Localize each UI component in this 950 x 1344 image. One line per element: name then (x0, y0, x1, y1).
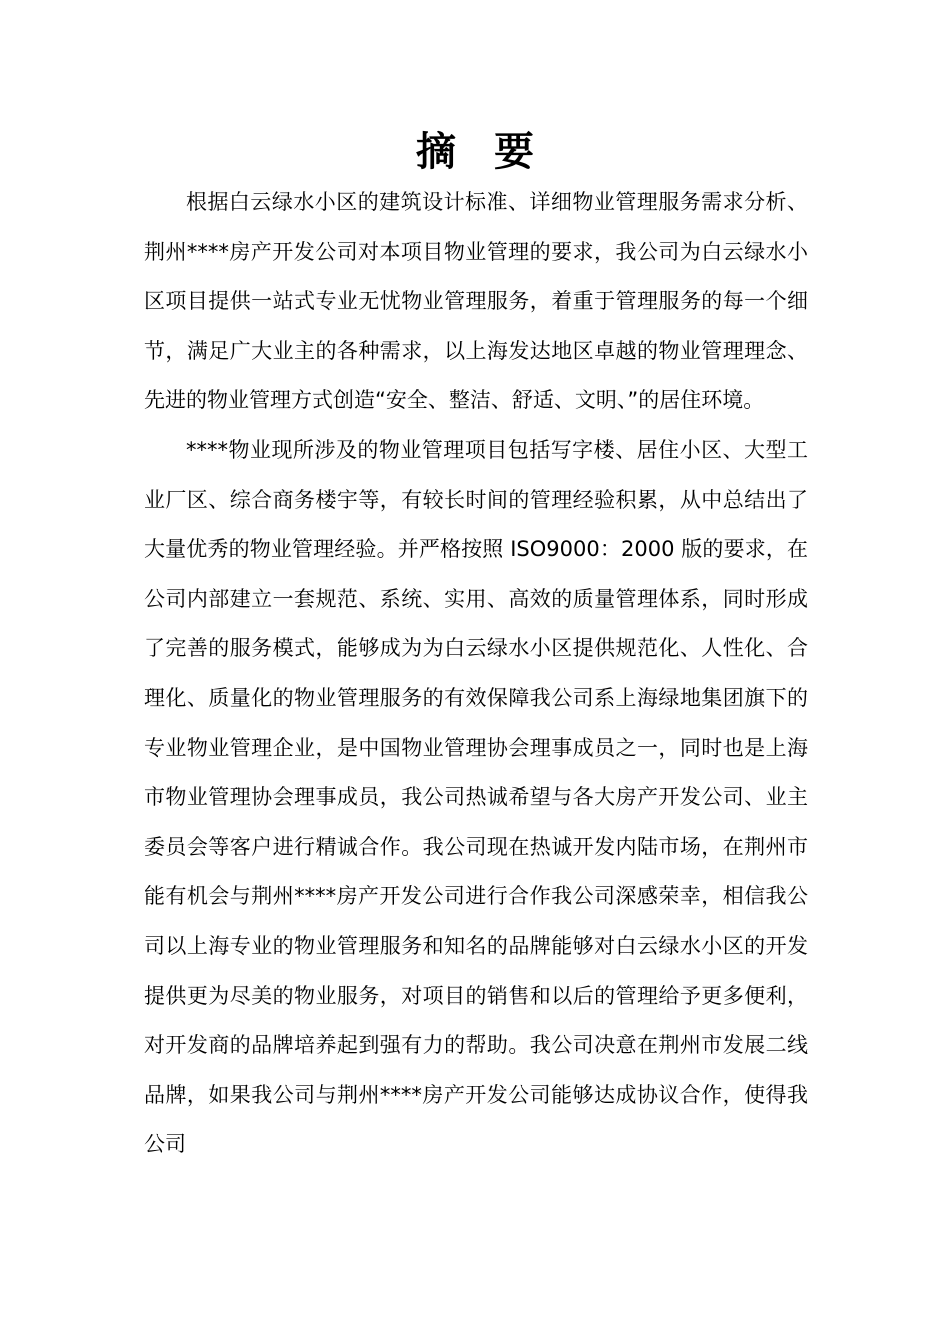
document-body (144, 178, 808, 1170)
paragraph-1: 根据白云绿水小区的建筑设计标准、详细物业管理服务需求分析、荆州****房产开发公司对本项目物业管理的要求，我公司为白云绿水小区项目提供一站式专业无忧物业管理服务，着重于管理服务的每一个细节，满足广大业主的各种需求，以上海发达地区卓越的物业管理理念、先进的物业管理方式创造“安全、整洁、舒适、文明、”的居住环境。 (144, 190, 808, 413)
page-title: 摘要 (416, 129, 572, 175)
paragraph-2: ****物业现所涉及的物业管理项目包括写字楼、居住小区、大型工业厂区、综合商务楼宇等，有较长时间的管理经验积累，从中总结出了大量优秀的物业管理经验。并严格按照 ISO9000：2000 版的要求，在公司内部建立一套规范、系统、实用、高效的质量管理体系，同时形成了完善的服务模式，能够成为为白云绿水小区提供规范化、人性化、合理化、质量化的物业管理服务的有效保障我公司系上海绿地集团旗下的专业物业管理企业，是中国物业管理协会理事成员之一，同时也是上海市物业管理协会理事成员，我公司热诚希望与各大房产开发公司、业主委员会等客户进行精诚合作。我公司现在热诚开发内陆市场，在荆州市能有机会与荆州****房产开发公司进行合作我公司深感荣幸，相信我公司以上海专业的物业管理服务和知名的品牌能够对白云绿水小区的开发提供更为尽美的物业服务，对项目的销售和以后的管理给予更多便利，对开发商的品牌培养起到强有力的帮助。我公司决意在荆州市发展二线品牌，如果我公司与荆州****房产开发公司能够达成协议合作，使得我公司 (144, 437, 808, 1157)
